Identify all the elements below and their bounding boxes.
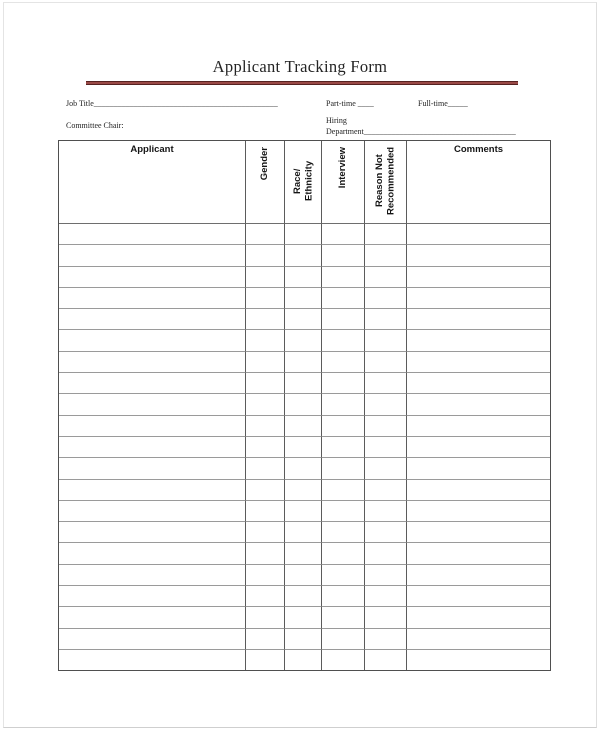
table-cell	[59, 288, 246, 309]
table-row	[59, 288, 550, 309]
table-cell	[285, 522, 322, 543]
table-cell	[59, 629, 246, 650]
table-cell	[285, 480, 322, 501]
table-cell	[285, 330, 322, 351]
table-cell	[322, 330, 365, 351]
page-title: Applicant Tracking Form	[212, 57, 388, 76]
table-cell	[246, 309, 285, 330]
table-cell	[59, 330, 246, 351]
table-cell	[365, 416, 407, 437]
table-cell	[407, 522, 550, 543]
table-cell	[59, 394, 246, 415]
table-cell	[365, 650, 407, 670]
table-cell	[365, 586, 407, 607]
table-cell	[407, 543, 550, 564]
table-cell	[285, 629, 322, 650]
column-header-race-ethnicity	[285, 141, 322, 224]
table-cell	[322, 586, 365, 607]
table-cell	[407, 501, 550, 522]
table-cell	[322, 394, 365, 415]
table-cell	[59, 522, 246, 543]
table-cell	[59, 309, 246, 330]
table-cell	[59, 607, 246, 628]
table-cell	[322, 522, 365, 543]
table-row	[59, 245, 550, 266]
table-cell	[246, 416, 285, 437]
table-cell	[365, 224, 407, 245]
table-cell	[285, 501, 322, 522]
table-body	[59, 224, 550, 670]
table-cell	[322, 245, 365, 266]
table-cell	[407, 352, 550, 373]
column-header-interview	[322, 141, 365, 224]
table-row	[59, 330, 550, 351]
tracking-table	[58, 140, 551, 671]
table-cell	[365, 394, 407, 415]
table-row	[59, 394, 550, 415]
table-cell	[407, 629, 550, 650]
table-row	[59, 224, 550, 245]
table-row	[59, 586, 550, 607]
table-cell	[365, 480, 407, 501]
table-cell	[59, 586, 246, 607]
table-cell	[322, 437, 365, 458]
table-cell	[246, 330, 285, 351]
table-cell	[285, 607, 322, 628]
table-cell	[246, 480, 285, 501]
table-cell	[322, 288, 365, 309]
table-cell	[59, 565, 246, 586]
table-cell	[246, 607, 285, 628]
table-cell	[246, 267, 285, 288]
table-cell	[246, 543, 285, 564]
table-cell	[59, 416, 246, 437]
table-cell	[407, 480, 550, 501]
table-cell	[285, 309, 322, 330]
table-cell	[365, 543, 407, 564]
table-cell	[285, 586, 322, 607]
table-row	[59, 480, 550, 501]
column-header-label: Comments	[453, 144, 504, 155]
table-cell	[285, 288, 322, 309]
table-row	[59, 416, 550, 437]
table-row	[59, 650, 550, 670]
table-cell	[59, 437, 246, 458]
table-row	[59, 629, 550, 650]
table-cell	[59, 224, 246, 245]
table-row	[59, 373, 550, 394]
table-cell	[365, 330, 407, 351]
job-title-field: Job Title______________________________________________	[66, 99, 278, 108]
table-row	[59, 267, 550, 288]
table-cell	[246, 501, 285, 522]
table-cell	[246, 650, 285, 670]
table-cell	[407, 373, 550, 394]
table-cell	[322, 416, 365, 437]
table-cell	[285, 565, 322, 586]
department-label: Department______________________________________	[326, 127, 516, 136]
table-cell	[407, 245, 550, 266]
table-cell	[59, 245, 246, 266]
table-cell	[322, 373, 365, 394]
title-rule	[86, 81, 518, 85]
part-time-field: Part-time ____	[326, 99, 374, 108]
column-header-label: Reason Not Recommended	[374, 146, 397, 215]
table-cell	[322, 629, 365, 650]
table-cell	[285, 267, 322, 288]
table-cell	[285, 543, 322, 564]
table-cell	[407, 394, 550, 415]
hiring-label: Hiring	[326, 116, 347, 125]
table-row	[59, 309, 550, 330]
header-row	[59, 141, 550, 224]
document-page	[3, 2, 597, 728]
table-cell	[246, 373, 285, 394]
table-cell	[407, 607, 550, 628]
table-cell	[59, 458, 246, 479]
table-cell	[285, 245, 322, 266]
table-cell	[59, 650, 246, 670]
table-cell	[246, 288, 285, 309]
table-cell	[365, 267, 407, 288]
table-cell	[59, 352, 246, 373]
table-cell	[246, 458, 285, 479]
table-cell	[322, 267, 365, 288]
table-cell	[365, 373, 407, 394]
table-row	[59, 437, 550, 458]
table-cell	[246, 437, 285, 458]
table-cell	[365, 437, 407, 458]
table-cell	[322, 565, 365, 586]
table-cell	[365, 565, 407, 586]
table-cell	[365, 607, 407, 628]
table-cell	[365, 309, 407, 330]
table-cell	[322, 309, 365, 330]
table-cell	[407, 330, 550, 351]
column-header-label: Interview	[337, 147, 349, 189]
table-cell	[246, 352, 285, 373]
table-cell	[407, 224, 550, 245]
table-row	[59, 522, 550, 543]
table-cell	[246, 394, 285, 415]
table-cell	[407, 309, 550, 330]
table-cell	[365, 522, 407, 543]
table-cell	[322, 543, 365, 564]
table-cell	[322, 501, 365, 522]
table-cell	[407, 565, 550, 586]
table-cell	[365, 458, 407, 479]
table-cell	[246, 245, 285, 266]
column-header-label: Applicant	[130, 144, 174, 155]
table-cell	[365, 245, 407, 266]
table-cell	[246, 629, 285, 650]
column-header-gender	[246, 141, 285, 224]
table-cell	[59, 373, 246, 394]
column-header-reason-not-recommended	[365, 141, 407, 224]
table-cell	[285, 458, 322, 479]
table-row	[59, 543, 550, 564]
table-cell	[407, 437, 550, 458]
column-header-comments	[407, 141, 550, 224]
table-cell	[407, 650, 550, 670]
table-cell	[407, 288, 550, 309]
table-row	[59, 501, 550, 522]
table-cell	[59, 267, 246, 288]
table-cell	[246, 522, 285, 543]
table-cell	[322, 458, 365, 479]
table-cell	[285, 394, 322, 415]
table-cell	[365, 629, 407, 650]
table-row	[59, 352, 550, 373]
column-header-applicant	[59, 141, 246, 224]
table-cell	[322, 650, 365, 670]
table-cell	[322, 224, 365, 245]
table-cell	[246, 224, 285, 245]
committee-chair-field: Committee Chair:	[66, 121, 124, 130]
table-row	[59, 565, 550, 586]
table-cell	[285, 224, 322, 245]
table-cell	[59, 543, 246, 564]
table-cell	[407, 586, 550, 607]
table-cell	[285, 650, 322, 670]
full-time-field: Full-time_____	[418, 99, 468, 108]
table-cell	[246, 586, 285, 607]
table-cell	[322, 607, 365, 628]
table-cell	[246, 565, 285, 586]
table-row	[59, 458, 550, 479]
column-header-label: Gender	[259, 147, 271, 181]
table-cell	[285, 416, 322, 437]
table-cell	[365, 352, 407, 373]
table-row	[59, 607, 550, 628]
table-cell	[322, 352, 365, 373]
table-cell	[407, 416, 550, 437]
table-cell	[285, 352, 322, 373]
hiring-department-field	[326, 115, 516, 137]
table-cell	[365, 288, 407, 309]
table-cell	[407, 267, 550, 288]
table-cell	[407, 458, 550, 479]
table-cell	[322, 480, 365, 501]
table-cell	[365, 501, 407, 522]
column-header-label: Race/ Ethnicity	[291, 160, 314, 202]
table-cell	[59, 501, 246, 522]
table-cell	[59, 480, 246, 501]
table-cell	[285, 437, 322, 458]
table-cell	[285, 373, 322, 394]
